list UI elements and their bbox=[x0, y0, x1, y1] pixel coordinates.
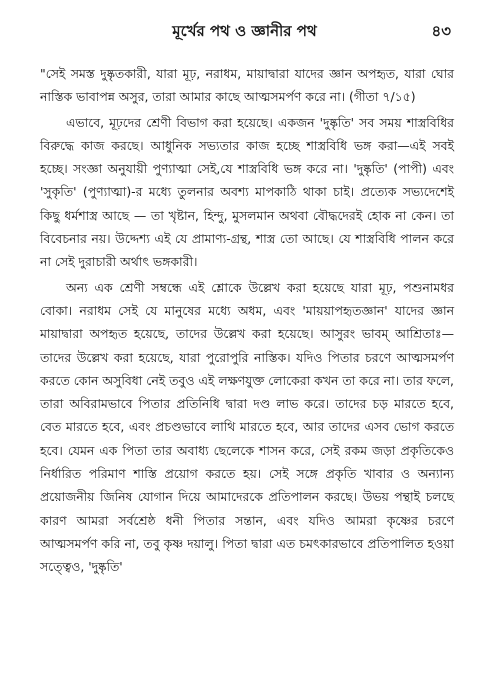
quote-paragraph: "সেই সমস্ত দুষ্কৃতকারী, যারা মূঢ়, নরাধম, মায়াদ্বারা যাদের জ্ঞান অপহৃত, যারা ঘোর নাস্তিক ভাবাপন্ন অসুর, তারা আমার কাছে আত্মসমর্পণ করে না। (গীতা ৭/১৫) bbox=[40, 66, 454, 105]
page-body bbox=[40, 62, 454, 579]
body-paragraph: অন্য এক শ্রেণী সম্বন্ধে এই শ্লোকে উল্লেখ করা হয়েছে যারা মূঢ়, পশুনামধর বোকা। নরাধম সেই যে মানুষের মধ্যে অধম, এবং 'মায়য়াপহৃতজ্ঞান' যাদের জ্ঞান মায়াদ্বারা অপহৃত হয়েছে, তাদের উল্লেখ করা হয়েছে। আসুরং ভাবম্ আশ্রিতাঃ— তাদের উল্লেখ করা হয়েছে, যারা পুরোপুরি নাস্তিক। যদিও পিতার চরণে আত্মসমর্পণ করতে কোন অসুবিধা নেই তবুও এই লক্ষণযুক্ত লোকেরা কখন তা করে না। তার ফলে, তারা অবিরামভাবে পিতার প্রতিনিধি দ্বারা দণ্ড লাভ করে। তাদের চড় মারতে হবে, বেত মারতে হবে, এবং প্রচণ্ডভাবে লাথি মারতে হবে, আর তাদের এসব ভোগ করতে হবে। যেমন এক পিতা তার অবাধ্য ছেলেকে শাসন করে, সেই রকম জড়া প্রকৃতিকেও নির্ধারিত পরিমাণ শাস্তি প্রয়োগ করতে হয়। সেই সঙ্গে প্রকৃতি খাবার ও অন্যান্য প্রয়োজনীয় জিনিষ যোগান দিয়ে আমাদেরকে প্রতিপালন করছে। উভয় পন্থাই চলছে কারণ আমরা সর্বশ্রেষ্ঠ ধনী পিতার সন্তান, এবং যদিও আমরা কৃষ্ণের চরণে আত্মসমর্পণ করি না, তবু কৃষ্ণ দয়ালু। পিতা দ্বারা এত চমৎকারভাবে প্রতিপালিত হওয়া সত্ত্বেও, 'দুষ্কৃতি' bbox=[40, 279, 454, 575]
page-number: ৪৩ bbox=[431, 22, 451, 40]
running-title: মূর্খের পথ ও জ্ঞানীর পথ bbox=[172, 22, 317, 40]
page-header bbox=[0, 20, 489, 44]
body-paragraph: এভাবে, মূঢ়দের শ্রেণী বিভাগ করা হয়েছে। একজন 'দুষ্কৃতি' সব সময় শাস্ত্রবিধির বিরুদ্ধে কাজ করছে। আধুনিক সভ্যতার কাজ হচ্ছে শাস্ত্রবিধি ভঙ্গ করা—এই সবই হচ্ছে। সংজ্ঞা অনুযায়ী পুণ্যাত্মা সেই,যে শাস্ত্রবিধি ভঙ্গ করে না। 'দুষ্কৃতি' (পাপী) এবং 'সুকৃতি' (পুণ্যাত্মা)-র মধ্যে তুলনার অবশ্য মাপকাঠি থাকা চাই। প্রত্যেক সভ্যদেশেই কিছু ধর্মশাস্ত্র আছে — তা খৃষ্টান, হিন্দু, মুসলমান অথবা বৌদ্ধদেরই হোক না কেন। তা বিবেচনার নয়। উদ্দেশ্য এই যে প্রামাণ্য-গ্রন্থ, শাস্ত্র তো আছে। যে শাস্ত্রবিধি পালন করে না সেই দুরাচারী অর্থাৎ ভঙ্গকারী। bbox=[40, 114, 454, 270]
